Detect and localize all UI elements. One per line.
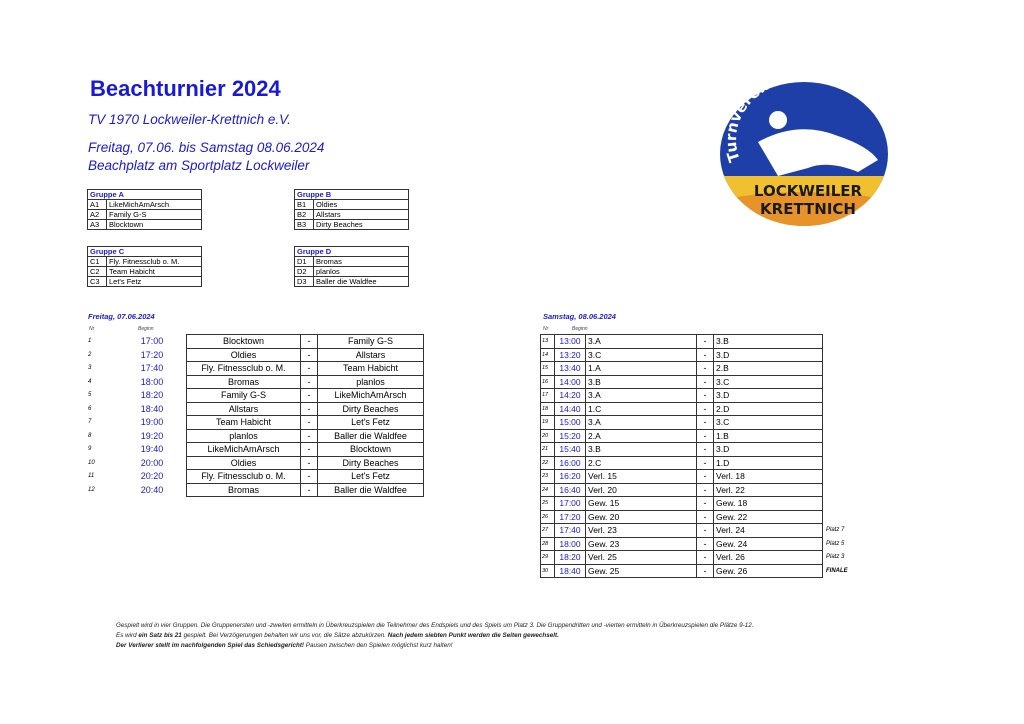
cell-note [823, 456, 857, 470]
cell-sep: - [697, 348, 714, 362]
cell-t1: 3.B [586, 443, 697, 457]
cell-sep: - [301, 470, 318, 484]
cell-note [823, 389, 857, 403]
saturday-heading: Samstag, 08.06.2024 [543, 312, 616, 321]
table-row: C2 Team Habicht [88, 267, 202, 277]
cell-tm: 19:00 [140, 417, 164, 427]
cell-tm: 14:00 [555, 375, 586, 389]
cell-sep: - [697, 483, 714, 497]
cell-nr: 5 [88, 392, 92, 398]
cell-sep: - [697, 443, 714, 457]
cell-nr: 20 [541, 429, 555, 443]
cell-t2: Baller die Waldfee [318, 429, 424, 443]
cell-tm: 17:20 [140, 349, 164, 360]
cell-nr: 24 [541, 483, 555, 497]
cell-t1: LikeMichAmArsch [187, 443, 301, 457]
table-row [86, 375, 424, 389]
cell-sep: - [301, 416, 318, 430]
table-row [86, 402, 424, 416]
cell-t2: Verl. 22 [714, 483, 823, 497]
cell-t2: Gew. 22 [714, 510, 823, 524]
cell-tm: 17:40 [140, 363, 164, 373]
cell-nr: 18 [541, 402, 555, 416]
cell-tm: 13:20 [555, 348, 586, 362]
group-b-table [294, 189, 409, 230]
cell-t2: Let's Fetz [318, 470, 424, 484]
cell-sep: - [697, 470, 714, 484]
cell-note [823, 510, 857, 524]
cell-t2: Gew. 24 [714, 537, 823, 551]
cell-t2: Let's Fetz [318, 416, 424, 430]
cell-t1: Gew. 23 [586, 537, 697, 551]
table-row: C3 Let's Fetz [88, 277, 202, 287]
cell-tm: 17:00 [140, 336, 164, 346]
cell-tm: 16:40 [555, 483, 586, 497]
cell-sep: - [301, 375, 318, 389]
cell-tm: 20:40 [140, 484, 164, 495]
cell-tm: 14:40 [555, 402, 586, 416]
group-c-table [87, 246, 202, 287]
table-row [86, 470, 424, 484]
cell-nr: 30 [541, 564, 555, 578]
table-row [541, 348, 857, 362]
table-row [86, 483, 424, 497]
cell-sep: - [301, 335, 318, 349]
cell-note [823, 375, 857, 389]
table-row [541, 510, 857, 524]
group-a-table [87, 189, 202, 230]
table-row: D3 Baller die Waldfee [295, 277, 409, 287]
cell-nr: 21 [541, 443, 555, 457]
cell-nr: 26 [541, 510, 555, 524]
cell-nr: 6 [88, 405, 92, 412]
cell-note [823, 362, 857, 376]
cell-t1: Bromas [187, 483, 301, 497]
friday-col-nr: Nr [89, 326, 95, 332]
table-row: D2 planlos [295, 267, 409, 277]
cell-sep: - [301, 362, 318, 376]
friday-schedule [86, 334, 424, 497]
cell-t2: 3.C [714, 375, 823, 389]
cell-t2: 3.D [714, 348, 823, 362]
cell-sep: - [697, 524, 714, 538]
cell-sep: - [301, 483, 318, 497]
page-title: Beachturnier 2024 [90, 76, 281, 101]
cell-nr: 25 [541, 497, 555, 511]
cell-note: Platz 5 [826, 540, 845, 547]
cell-t1: Verl. 23 [586, 524, 697, 538]
cell-sep: - [697, 362, 714, 376]
table-row [541, 416, 857, 430]
cell-t2: Gew. 18 [714, 497, 823, 511]
cell-t2: 1.D [714, 456, 823, 470]
table-row [541, 483, 857, 497]
cell-nr: 29 [541, 551, 555, 565]
cell-sep: - [697, 551, 714, 565]
table-row [86, 362, 424, 376]
cell-t1: Gew. 20 [586, 510, 697, 524]
table-row: C1 Fly. Fitnessclub o. M. [88, 257, 202, 267]
table-row [86, 416, 424, 430]
logo-line1: LOCKWEILER [753, 182, 863, 200]
cell-nr: 9 [88, 446, 92, 452]
cell-nr: 28 [541, 537, 555, 551]
cell-sep: - [697, 416, 714, 430]
cell-t2: Dirty Beaches [318, 456, 424, 470]
cell-t1: 2.A [586, 429, 697, 443]
cell-note: FINALE [826, 567, 848, 574]
cell-tm: 16:20 [555, 470, 586, 484]
cell-nr: 1 [88, 338, 92, 344]
footer-line-2: Es wird ein Satz bis 21 gespielt. Bei Verzögerungen behalten wir uns vor, die Sätze abzukürzen. Nach jedem siebten Punkt werden die Seiten gewechselt. [116, 632, 559, 639]
cell-sep: - [301, 443, 318, 457]
cell-sep: - [697, 456, 714, 470]
cell-t1: Gew. 25 [586, 564, 697, 578]
table-row [541, 551, 857, 565]
event-dates: Freitag, 07.06. bis Samstag 08.06.2024 [88, 140, 325, 155]
table-row [86, 348, 424, 362]
cell-sep: - [301, 402, 318, 416]
cell-t1: 3.A [586, 335, 697, 349]
cell-sep: - [301, 456, 318, 470]
cell-t2: Family G-S [318, 335, 424, 349]
cell-t1: Family G-S [187, 389, 301, 403]
table-row [541, 497, 857, 511]
cell-tm: 18:40 [140, 403, 164, 414]
cell-tm: 17:20 [555, 510, 586, 524]
group-d-header: Gruppe D [295, 247, 409, 257]
group-a-header: Gruppe A [88, 190, 202, 200]
cell-t1: Bromas [187, 375, 301, 389]
cell-note [823, 497, 857, 511]
cell-t1: Verl. 25 [586, 551, 697, 565]
cell-sep: - [697, 537, 714, 551]
table-row [541, 524, 857, 538]
cell-tm: 18:00 [140, 376, 164, 387]
cell-t2: Allstars [318, 348, 424, 362]
table-row: B2 Allstars [295, 210, 409, 220]
cell-nr: 11 [88, 473, 95, 479]
cell-t1: Allstars [187, 402, 301, 416]
cell-t2: 2.D [714, 402, 823, 416]
cell-note [823, 429, 857, 443]
cell-note: Platz 3 [826, 554, 845, 560]
table-row [86, 389, 424, 403]
cell-t1: Fly. Fitnessclub o. M. [187, 470, 301, 484]
cell-sep: - [697, 402, 714, 416]
cell-sep: - [697, 429, 714, 443]
cell-t1: 3.A [586, 389, 697, 403]
cell-t2: 2.B [714, 362, 823, 376]
logo-ring-text: Turnverein [721, 80, 777, 165]
cell-t1: 2.C [586, 456, 697, 470]
logo-line2: KRETTNICH [760, 200, 856, 218]
cell-nr: 16 [541, 375, 555, 389]
cell-tm: 18:40 [555, 564, 586, 578]
table-row [541, 429, 857, 443]
cell-t2: LikeMichAmArsch [318, 389, 424, 403]
cell-nr: 19 [541, 416, 555, 430]
cell-t2: Team Habicht [318, 362, 424, 376]
table-row: A3 Blocktown [88, 220, 202, 230]
table-row [86, 335, 424, 349]
cell-t2: Verl. 24 [714, 524, 823, 538]
cell-t1: 1.C [586, 402, 697, 416]
cell-sep: - [697, 375, 714, 389]
event-location: Beachplatz am Sportplatz Lockweiler [88, 158, 310, 173]
table-row [541, 564, 857, 578]
cell-note [823, 416, 857, 430]
cell-sep: - [301, 389, 318, 403]
cell-sep: - [301, 348, 318, 362]
table-row: B3 Dirty Beaches [295, 220, 409, 230]
cell-note [823, 348, 857, 362]
table-row [86, 443, 424, 457]
table-row [541, 402, 857, 416]
cell-t1: 3.A [586, 416, 697, 430]
cell-t2: 1.B [714, 429, 823, 443]
cell-t2: Baller die Waldfee [318, 483, 424, 497]
cell-t2: planlos [318, 375, 424, 389]
cell-t2: Gew. 26 [714, 564, 823, 578]
saturday-col-nr: Nr [543, 326, 549, 332]
saturday-schedule [540, 334, 857, 578]
table-row [541, 389, 857, 403]
cell-tm: 13:40 [555, 362, 586, 376]
cell-note [823, 443, 857, 457]
cell-t1: 3.B [586, 375, 697, 389]
cell-t1: 1.A [586, 362, 697, 376]
group-b-header: Gruppe B [295, 190, 409, 200]
table-row: D1 Bromas [295, 257, 409, 267]
cell-nr: 22 [541, 456, 555, 470]
cell-nr: 2 [88, 351, 92, 358]
cell-t2: 3.B [714, 335, 823, 349]
cell-t1: planlos [187, 429, 301, 443]
cell-tm: 14:20 [555, 389, 586, 403]
cell-tm: 15:00 [555, 416, 586, 430]
table-row: A2 Family G-S [88, 210, 202, 220]
cell-t1: Verl. 20 [586, 483, 697, 497]
cell-tm: 18:20 [140, 390, 164, 400]
cell-t1: Oldies [187, 456, 301, 470]
table-row [541, 456, 857, 470]
footer-line-1: Gespielt wird in vier Gruppen. Die Gruppenersten und -zweiten ermitteln in Überkreuzspielen die Teilnehmer des Endspiels und des Spiels um Platz 3. Die Gruppendritten und -vierten ermitteln in Überkreuzspielen die Plätze 9-12. [116, 622, 754, 629]
cell-tm: 20:00 [140, 457, 164, 468]
cell-t1: Blocktown [187, 335, 301, 349]
cell-t1: Verl. 15 [586, 470, 697, 484]
table-row [541, 470, 857, 484]
cell-nr: 14 [541, 348, 555, 362]
table-row: B1 Oldies [295, 200, 409, 210]
cell-tm: 13:00 [555, 335, 586, 349]
table-row [86, 429, 424, 443]
cell-t2: 3.D [714, 443, 823, 457]
cell-sep: - [697, 335, 714, 349]
table-row [86, 456, 424, 470]
cell-t1: Team Habicht [187, 416, 301, 430]
cell-tm: 20:20 [140, 471, 164, 481]
cell-t2: 3.C [714, 416, 823, 430]
group-d-table [294, 246, 409, 287]
cell-t2: Dirty Beaches [318, 402, 424, 416]
cell-tm: 19:20 [140, 430, 164, 441]
cell-nr: 17 [541, 389, 555, 403]
cell-nr: 15 [541, 362, 555, 376]
cell-tm: 18:20 [555, 551, 586, 565]
cell-sep: - [301, 429, 318, 443]
table-row [541, 335, 857, 349]
saturday-col-begin: Beginn [572, 326, 588, 332]
cell-nr: 12 [88, 486, 95, 493]
cell-tm: 15:20 [555, 429, 586, 443]
cell-tm: 16:00 [555, 456, 586, 470]
cell-note [823, 402, 857, 416]
cell-note [823, 470, 857, 484]
table-row [541, 362, 857, 376]
cell-t2: Verl. 26 [714, 551, 823, 565]
cell-nr: 7 [88, 419, 92, 425]
club-logo [718, 80, 890, 233]
cell-t2: Verl. 18 [714, 470, 823, 484]
cell-sep: - [697, 497, 714, 511]
cell-note [823, 483, 857, 497]
cell-nr: 3 [88, 365, 92, 371]
friday-heading: Freitag, 07.06.2024 [88, 312, 155, 321]
cell-note: Platz 7 [826, 527, 845, 533]
cell-t2: 3.D [714, 389, 823, 403]
cell-tm: 17:00 [555, 497, 586, 511]
cell-t1: Gew. 15 [586, 497, 697, 511]
cell-note [823, 335, 857, 349]
group-c-header: Gruppe C [88, 247, 202, 257]
cell-t2: Blocktown [318, 443, 424, 457]
cell-nr: 13 [541, 335, 555, 349]
table-row [541, 375, 857, 389]
cell-t1: Fly. Fitnessclub o. M. [187, 362, 301, 376]
cell-nr: 4 [88, 378, 92, 385]
cell-sep: - [697, 389, 714, 403]
cell-nr: 10 [88, 459, 95, 466]
cell-tm: 15:40 [555, 443, 586, 457]
cell-tm: 17:40 [555, 524, 586, 538]
cell-nr: 8 [88, 432, 92, 439]
cell-sep: - [697, 564, 714, 578]
club-name: TV 1970 Lockweiler-Krettnich e.V. [88, 112, 291, 127]
friday-col-begin: Beginn [138, 326, 154, 332]
cell-nr: 23 [541, 470, 555, 484]
cell-t1: 3.C [586, 348, 697, 362]
footer-line-3: Der Verlierer stellt im nachfolgenden Spiel das Schiedsgericht! Pausen zwischen den Spielen möglichst kurz halten! [116, 642, 453, 649]
cell-tm: 19:40 [140, 444, 164, 454]
table-row [541, 443, 857, 457]
cell-nr: 27 [541, 524, 555, 538]
cell-sep: - [697, 510, 714, 524]
cell-tm: 18:00 [555, 537, 586, 551]
cell-t1: Oldies [187, 348, 301, 362]
table-row [541, 537, 857, 551]
table-row: A1 LikeMichAmArsch [88, 200, 202, 210]
